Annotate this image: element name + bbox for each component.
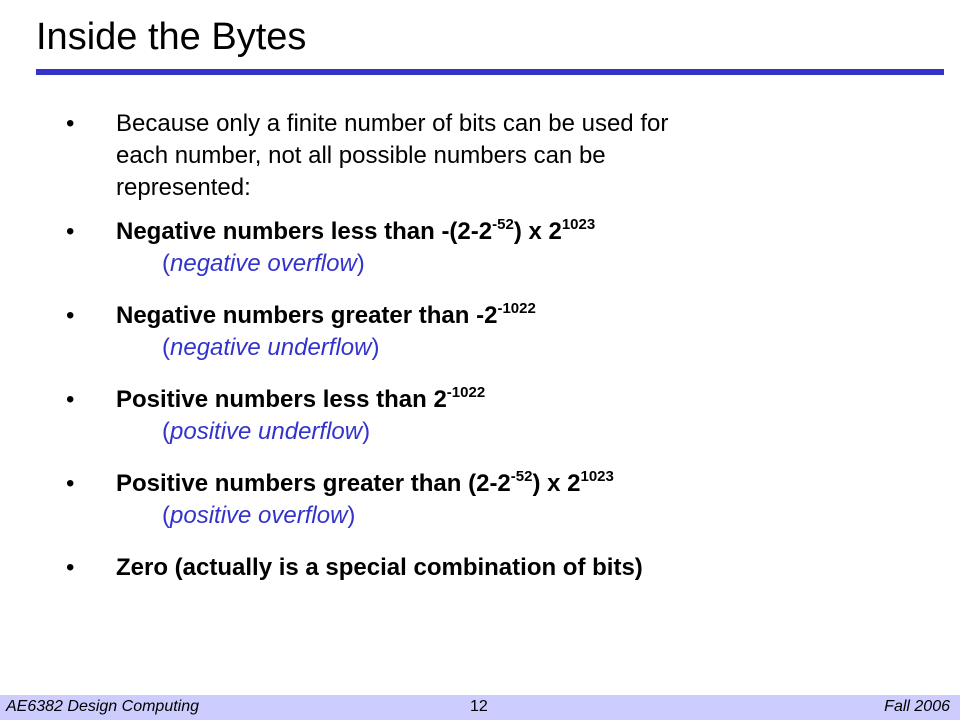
footer-term: Fall 2006 (884, 698, 950, 715)
slide-footer (0, 695, 960, 720)
bullet-text (116, 216, 926, 248)
paren-open: ( (162, 250, 170, 277)
bullet-intro (66, 108, 926, 204)
text-part: ) x 2 (532, 470, 581, 497)
bullet-negative-underflow (66, 300, 926, 364)
bullet-icon: • (66, 302, 75, 329)
paren-close: ) (347, 502, 356, 529)
bullet-icon: • (66, 218, 75, 245)
exponent: 1023 (561, 216, 596, 233)
text-part: Positive numbers greater than (2-2 (116, 470, 511, 497)
bullet-text: Zero (actually is a special combination of bits) (116, 554, 643, 581)
title-underline (36, 69, 944, 75)
exponent: 1023 (580, 468, 614, 485)
paren-close: ) (356, 250, 365, 277)
intro-line-2: each number, not all possible numbers can be (116, 142, 606, 169)
slide-title: Inside the Bytes (36, 16, 307, 58)
bullet-note (116, 500, 926, 532)
bullet-positive-underflow (66, 384, 926, 448)
bullet-icon: • (66, 554, 75, 581)
note-text: negative overflow (170, 250, 357, 277)
bullet-positive-overflow (66, 468, 926, 532)
exponent: -52 (510, 468, 533, 485)
bullet-note (116, 416, 926, 448)
bullet-text (116, 300, 926, 332)
text-part: Negative numbers greater than -2 (116, 302, 498, 329)
footer-page-number: 12 (470, 698, 488, 715)
text-part: Positive numbers less than 2 (116, 386, 447, 413)
bullet-icon: • (66, 110, 75, 137)
intro-line-3: represented: (116, 174, 251, 201)
bullet-icon: • (66, 386, 75, 413)
bullet-note (116, 248, 926, 280)
paren-open: ( (162, 418, 170, 445)
paren-open: ( (162, 502, 170, 529)
bullet-text (116, 384, 926, 416)
bullet-note (116, 332, 926, 364)
bullet-text (116, 468, 926, 500)
bullet-negative-overflow (66, 216, 926, 280)
exponent: -52 (492, 216, 514, 233)
bullet-icon: • (66, 470, 75, 497)
paren-close: ) (362, 418, 371, 445)
bullet-list (66, 108, 926, 584)
paren-close: ) (371, 334, 380, 361)
text-part: Negative numbers less than -(2-2 (116, 218, 493, 245)
footer-course: AE6382 Design Computing (6, 698, 200, 715)
note-text: positive underflow (170, 418, 363, 445)
note-text: negative underflow (170, 334, 372, 361)
exponent: -1022 (446, 384, 486, 401)
text-part: ) x 2 (513, 218, 562, 245)
bullet-zero (66, 552, 926, 584)
note-text: positive overflow (170, 502, 348, 529)
paren-open: ( (162, 334, 170, 361)
intro-line-1: Because only a finite number of bits can be used for (116, 110, 669, 137)
exponent: -1022 (497, 300, 536, 317)
